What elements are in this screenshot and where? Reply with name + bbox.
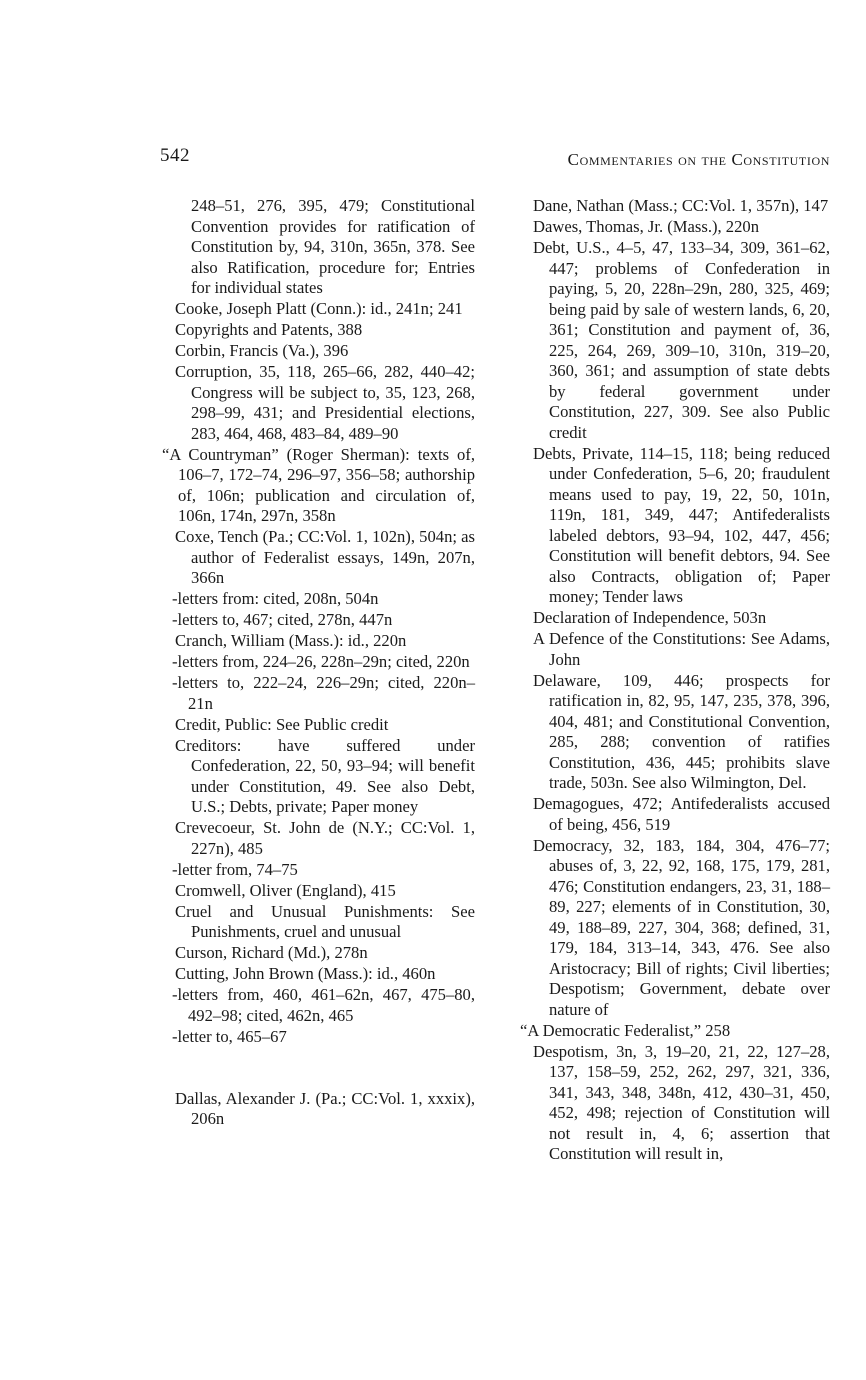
index-entry: Corruption, 35, 118, 265–66, 282, 440–42; Congress will be subject to, 35, 123, 268, 298–99, 431; and Presidential elections, 283, 464, 468, 483–84, 489–90 <box>175 362 475 443</box>
index-entry: Demagogues, 472; Antifederalists accused of being, 456, 519 <box>533 794 830 834</box>
index-entry: Declaration of Independence, 503n <box>533 608 767 627</box>
index-entry: Dane, Nathan (Mass.; CC:Vol. 1, 357n), 147 <box>533 196 829 215</box>
page-number: 542 <box>160 145 190 166</box>
index-subentry: -letters from, 460, 461–62n, 467, 475–80, 492–98; cited, 462n, 465 <box>172 985 475 1025</box>
index-subentry: -letters to, 222–24, 226–29n; cited, 220n–21n <box>172 673 475 713</box>
index-entry: Credit, Public: See Public credit <box>175 714 389 734</box>
index-entry: Cromwell, Oliver (England), 415 <box>175 880 396 900</box>
index-subentry: -letter from, 74–75 <box>172 859 298 879</box>
index-subentry: -letters to, 467; cited, 278n, 447n <box>172 610 393 629</box>
index-entry: Cooke, Joseph Platt (Conn.): id., 241n; 241 <box>175 299 463 318</box>
index-entry: 248–51, 276, 395, 479; Constitutional Convention provides for ratification of Constitution by, 94, 310n, 365n, 378. See also Ratification, procedure for; Entries for individual states <box>191 196 475 297</box>
index-subentry: -letters from, 224–26, 228n–29n; cited, 220n <box>172 652 470 671</box>
index-subentry: -letters from: cited, 208n, 504n <box>172 589 379 608</box>
letter-section-gap <box>175 1048 475 1089</box>
index-entry: Cranch, William (Mass.): id., 220n <box>175 631 407 650</box>
index-entry: Dawes, Thomas, Jr. (Mass.), 220n <box>533 217 759 236</box>
index-entry: Democracy, 32, 183, 184, 304, 476–77; abuses of, 3, 22, 92, 168, 175, 179, 281, 476; Constitution endangers, 23, 31, 188–89, 227; elements of in Constitution, 30, 49, 188–89, 227, 304, 368; defined, 31, 179, 184, 313–14, 343, 476. See also Aristocracy; Bill of rights; Civil liberties; Despotism; Government, debate over nature of <box>533 835 830 1019</box>
index-entry: A Defence of the Constitutions: See Adams, John <box>533 629 830 669</box>
index-entry: Crevecoeur, St. John de (N.Y.; CC:Vol. 1, 227n), 485 <box>175 818 475 858</box>
index-entry: Curson, Richard (Md.), 278n <box>175 943 368 962</box>
index-entry: Copyrights and Patents, 388 <box>175 320 363 339</box>
index-entry: Debt, U.S., 4–5, 47, 133–34, 309, 361–62, 447; problems of Confederation in paying, 5, 20, 228n–29n, 280, 325, 469; being paid by sale of western lands, 6, 20, 361; Constitution and payment of, 36, 225, 264, 269, 309–10, 310n, 319–20, 360, 361; and assumption of state debts by federal government under Constitution, 227, 309. See also Public credit <box>533 238 830 442</box>
index-entry: Debts, Private, 114–15, 118; being reduced under Confederation, 5–6, 20; fraudulent means used to pay, 19, 22, 50, 101n, 119n, 181, 349, 447; Antifederalists labeled debtors, 93–94, 102, 447, 456; Constitution will benefit debtors, 94. See also Contracts, obligation of; Paper money; Tender laws <box>533 443 830 606</box>
running-head: Commentaries on the Constitution <box>567 150 830 169</box>
index-entry: Despotism, 3n, 3, 19–20, 21, 22, 127–28, 137, 158–59, 252, 262, 297, 321, 336, 341, 343, 348, 348n, 412, 430–31, 450, 452, 498; rejection of Constitution will not result in, 4, 6; assertion that Constitution will result in, <box>533 1041 830 1163</box>
index-entry: Creditors: have suffered under Confederation, 22, 50, 93–94; will benefit under Constitution, 49. See also Debt, U.S.; Debts, private; Paper money <box>175 735 475 816</box>
index-column-right <box>520 196 830 1165</box>
index-entry: Cutting, John Brown (Mass.): id., 460n <box>175 964 436 983</box>
index-entry: Corbin, Francis (Va.), 396 <box>175 341 349 360</box>
index-entry: Coxe, Tench (Pa.; CC:Vol. 1, 102n), 504n; as author of Federalist essays, 149n, 207n, 366n <box>175 527 475 587</box>
index-entry: Dallas, Alexander J. (Pa.; CC:Vol. 1, xxxix), 206n <box>175 1088 475 1128</box>
index-entry: “A Countryman” (Roger Sherman): texts of, 106–7, 172–74, 296–97, 356–58; authorship of, 106n; publication and circulation of, 106n, 174n, 297n, 358n <box>162 444 475 525</box>
index-entry: Cruel and Unusual Punishments: See Punishments, cruel and unusual <box>175 901 475 941</box>
index-subentry: -letter to, 465–67 <box>172 1026 287 1046</box>
index-entry: Delaware, 109, 446; prospects for ratification in, 82, 95, 147, 235, 378, 396, 404, 481; and Constitutional Convention, 285, 288; convention of ratifies Constitution, 436, 445; prohibits slave trade, 503n. See also Wilmington, Del. <box>533 670 830 792</box>
index-column-left <box>162 196 475 1130</box>
index-entry: “A Democratic Federalist,” 258 <box>520 1020 731 1040</box>
